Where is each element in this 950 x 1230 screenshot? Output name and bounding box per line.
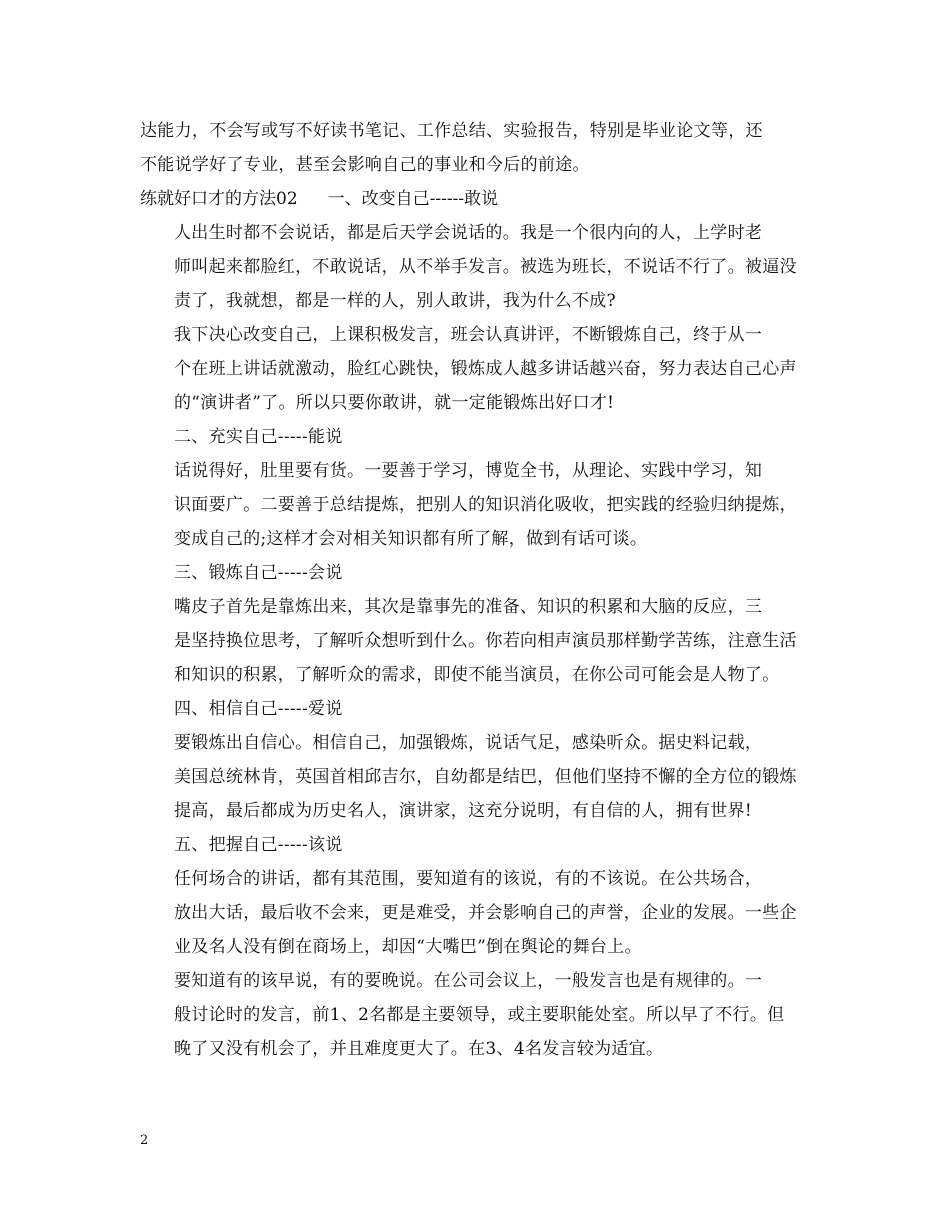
- section5-paragraph-2: [140, 964, 812, 1066]
- text-line: 不能说学好了专业，甚至会影响自己的事业和今后的前途。: [140, 155, 590, 175]
- text-line: 和知识的积累，了解听众的需求，即使不能当演员，在你公司可能会是人物了。: [174, 665, 780, 685]
- paragraph-continuation: [140, 114, 812, 182]
- text-line: 般讨论时的发言，前1、2名都是主要领导，或主要职能处室。所以早了不行。但: [174, 1005, 785, 1025]
- method-title: 练就好口才的方法02: [140, 189, 298, 209]
- text-line: 个在班上讲话就激动，脸红心跳快，锻炼成人越多讲话越兴奋，努力表达自己心声: [174, 359, 797, 379]
- text-line: 话说得好，肚里要有货。一要善于学习，博览全书，从理论、实践中学习，知: [174, 461, 763, 481]
- text-line: 要知道有的该早说，有的要晚说。在公司会议上，一般发言也是有规律的。一: [174, 971, 763, 991]
- section1-heading: 一、改变自己------敢说: [327, 189, 499, 209]
- text-line: 人出生时都不会说话，都是后天学会说话的。我是一个很内向的人，上学时老: [174, 223, 763, 243]
- text-line: 是坚持换位思考，了解听众想听到什么。你若向相声演员那样勤学苦练，注意生活: [174, 631, 797, 651]
- section3-heading: 三、锻炼自己-----会说: [174, 563, 343, 583]
- document-body: [140, 114, 812, 1066]
- section5-heading: 五、把握自己-----该说: [174, 835, 343, 855]
- text-line: 识面要广。二要善于总结提炼，把别人的知识消化吸收，把实践的经验归纳提炼，: [174, 495, 797, 515]
- text-line: 晚了又没有机会了，并且难度更大了。在3、4名发言较为适宜。: [174, 1039, 664, 1059]
- section1-paragraph-2: [140, 318, 812, 420]
- text-line: 我下决心改变自己，上课积极发言，班会认真讲评，不断锻炼自己，终于从一: [174, 325, 763, 345]
- text-line: 达能力，不会写或写不好读书笔记、工作总结、实验报告，特别是毕业论文等，还: [140, 121, 763, 141]
- page-number: 2: [140, 1133, 149, 1148]
- text-line: 师叫起来都脸红，不敢说话，从不举手发言。被选为班长，不说话不行了。被逼没: [174, 257, 797, 277]
- section2-heading: 二、充实自己-----能说: [174, 427, 343, 447]
- section4-paragraph: [140, 726, 812, 828]
- section4-heading: 四、相信自己-----爱说: [174, 699, 343, 719]
- section1-paragraph-1: [140, 216, 812, 318]
- text-line: 美国总统林肯，英国首相邱吉尔，自幼都是结巴，但他们坚持不懈的全方位的锻炼: [174, 767, 797, 787]
- text-line: 要锻炼出自信心。相信自己，加强锻炼，说话气足，感染听众。据史料记载，: [174, 733, 763, 753]
- text-line: 的“演讲者”了。所以只要你敢讲，就一定能锻炼出好口才!: [174, 393, 615, 413]
- text-line: 责了，我就想，都是一样的人，别人敢讲，我为什么不成?: [174, 291, 616, 311]
- section5-paragraph-1: [140, 862, 812, 964]
- text-line: 嘴皮子首先是靠炼出来，其次是靠事先的准备、知识的积累和大脑的反应，三: [174, 597, 763, 617]
- text-line: 业及名人没有倒在商场上，却因“大嘴巴”倒在舆论的舞台上。: [174, 937, 642, 957]
- section2-paragraph: [140, 454, 812, 556]
- section3-paragraph: [140, 590, 812, 692]
- method-heading-row: [140, 182, 812, 216]
- text-line: 放出大话，最后收不会来，更是难受，并会影响自己的声誉，企业的发展。一些企: [174, 903, 797, 923]
- text-line: 提高，最后都成为历史名人，演讲家，这充分说明，有自信的人，拥有世界!: [174, 801, 753, 821]
- text-line: 任何场合的讲话，都有其范围，要知道有的该说，有的不该说。在公共场合，: [174, 869, 763, 889]
- text-line: 变成自己的;这样才会对相关知识都有所了解，做到有话可谈。: [174, 529, 648, 549]
